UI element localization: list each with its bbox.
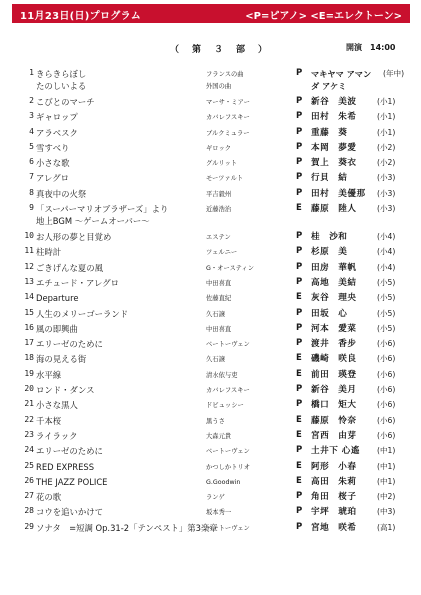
program-row xyxy=(0,94,421,109)
composer xyxy=(206,431,288,443)
piece-title-line: 地上BGM ～ゲームオーバー～ xyxy=(36,216,150,227)
grade-label: (小5) xyxy=(377,293,396,303)
piece-title xyxy=(36,292,204,304)
header-banner xyxy=(12,4,410,23)
instrument-code: P xyxy=(296,68,303,78)
performer-name: 田村 美優那 xyxy=(311,188,366,199)
program-row xyxy=(0,336,421,351)
composer-line: かつしかトリオ xyxy=(206,463,251,471)
instrument-code: P xyxy=(296,111,303,122)
composer-line: カバレフスキー xyxy=(206,387,250,395)
piece-title-line: 水平線 xyxy=(36,369,62,380)
composer-line: 中田喜直 xyxy=(206,325,232,333)
grade-label: (小4) xyxy=(377,262,396,272)
program-row xyxy=(0,306,421,321)
composer-line: 平吉毅州 xyxy=(206,190,232,198)
grade-label: (小4) xyxy=(377,232,396,242)
piece-title xyxy=(36,308,204,320)
program-row xyxy=(0,260,421,275)
performer-name: 高田 朱莉 xyxy=(311,476,357,487)
program-row xyxy=(0,459,421,474)
piece-title-line: RED EXPRESS xyxy=(36,461,95,472)
piece-title xyxy=(36,246,204,258)
piece-title-line: 雪すべり xyxy=(36,142,70,153)
composer-line: 外国の曲 xyxy=(206,83,232,90)
program-number: 9 xyxy=(29,203,34,213)
program-row xyxy=(0,443,421,458)
program-row xyxy=(0,489,421,504)
program-number: 10 xyxy=(24,231,34,241)
piece-title xyxy=(36,522,218,534)
composer-line: 久石譲 xyxy=(206,310,225,318)
instrument-code: P xyxy=(296,338,303,349)
composer xyxy=(206,523,288,535)
program-row xyxy=(0,109,421,124)
composer-line: ギロック xyxy=(206,144,232,152)
performer-name: 宮地 咲希 xyxy=(311,522,357,533)
performer-name: 磯崎 咲良 xyxy=(311,354,357,365)
grade-label: (小1) xyxy=(377,112,396,122)
piece-title xyxy=(36,231,204,243)
piece-title xyxy=(36,188,204,200)
composer-line: ベートーヴェン xyxy=(206,448,250,456)
performer-name: 阿形 小春 xyxy=(311,461,357,472)
section-title: （ 第 ３ 部 ） xyxy=(170,45,270,55)
grade-label: (小5) xyxy=(377,277,396,287)
composer-line: ブルクミュラー xyxy=(206,129,250,137)
piece-title-line: 海の見える街 xyxy=(36,354,87,365)
composer-line: カバレフスキー xyxy=(206,114,250,122)
program-number: 12 xyxy=(24,261,34,271)
piece-title xyxy=(36,262,204,274)
grade-label: (小6) xyxy=(377,354,396,364)
instrument-code: P xyxy=(296,521,303,532)
program-number: 23 xyxy=(24,429,34,439)
program-number: 11 xyxy=(24,246,34,256)
performer-name: 行貝 結 xyxy=(311,173,348,184)
piece-title-line: 小さな歌 xyxy=(36,158,70,169)
instrument-code: E xyxy=(296,203,302,214)
opening-time: 開演 14:00 xyxy=(346,43,396,52)
program-row xyxy=(0,351,421,366)
grade-label: (年中) xyxy=(383,69,405,78)
program-number: 29 xyxy=(24,521,34,531)
program-list xyxy=(0,66,421,535)
composer-line: 坂本秀一 xyxy=(206,509,232,517)
performer-name: 杉原 美 xyxy=(311,247,348,258)
piece-title xyxy=(36,157,204,169)
performer-name: 河本 愛菜 xyxy=(311,323,357,334)
piece-title xyxy=(36,338,204,350)
instrument-code: P xyxy=(296,384,303,395)
performer-name: 田坂 心 xyxy=(311,308,348,319)
piece-title xyxy=(36,68,204,92)
piece-title xyxy=(36,476,204,488)
composer-line: 大森元貴 xyxy=(206,432,232,440)
program-row xyxy=(0,275,421,290)
composer xyxy=(206,507,288,519)
piece-title xyxy=(36,415,204,427)
piece-title-line: アレグロ xyxy=(36,173,69,184)
instrument-code: P xyxy=(296,231,303,242)
composer xyxy=(206,97,288,109)
performer-name: 田房 華帆 xyxy=(311,262,357,273)
grade-label: (小2) xyxy=(377,158,396,168)
composer xyxy=(206,324,288,336)
instrument-code: E xyxy=(296,353,302,364)
program-row xyxy=(0,125,421,140)
composer xyxy=(206,370,288,382)
instrument-code: P xyxy=(296,276,303,287)
piece-title xyxy=(36,203,204,227)
grade-label: (小6) xyxy=(377,385,396,395)
program-date-title: 11月23日(日)プログラム xyxy=(20,11,142,22)
composer-line: エステン xyxy=(206,234,231,242)
instrument-code: P xyxy=(296,96,303,106)
composer xyxy=(206,263,288,275)
performer-name: 宇坪 琥珀 xyxy=(311,507,357,518)
composer xyxy=(206,492,288,504)
program-number: 28 xyxy=(24,506,34,516)
composer xyxy=(206,189,288,201)
piece-title xyxy=(36,430,204,442)
performer-name: 本岡 夢愛 xyxy=(311,142,357,153)
performer-name: 宮西 由芽 xyxy=(311,430,357,441)
composer xyxy=(206,416,288,428)
grade-label: (小5) xyxy=(377,308,396,318)
composer xyxy=(206,128,288,140)
program-number: 3 xyxy=(29,111,34,121)
piece-title xyxy=(36,323,204,335)
grade-label: (小4) xyxy=(377,247,396,257)
piece-title-line: ソナタ =短調 Op.31-2「テンペスト」第3楽章 xyxy=(36,522,218,533)
program-number: 2 xyxy=(29,96,34,105)
piece-title-line: 小さな黒人 xyxy=(36,400,78,411)
piece-title xyxy=(36,445,204,457)
composer xyxy=(206,278,288,290)
program-number: 24 xyxy=(24,445,34,455)
instrument-code: P xyxy=(296,126,303,137)
piece-title xyxy=(36,172,204,184)
piece-title xyxy=(36,111,204,123)
performer-name: 賀上 葵衣 xyxy=(311,158,357,169)
grade-label: (小6) xyxy=(377,400,396,410)
grade-label: (中2) xyxy=(377,492,396,502)
program-number: 15 xyxy=(24,307,34,317)
composer-line: ランゲ xyxy=(206,494,225,502)
piece-title-line: THE JAZZ POLICE xyxy=(36,476,108,487)
piece-title-line: Departure xyxy=(36,293,79,304)
composer xyxy=(206,462,288,474)
performer-name: 田村 朱希 xyxy=(311,112,357,123)
piece-title xyxy=(36,491,204,503)
piece-title xyxy=(36,384,204,396)
piece-title-line: 真夜中の火祭 xyxy=(36,188,87,199)
instrument-code: E xyxy=(296,292,302,303)
piece-title xyxy=(36,142,204,154)
program-row xyxy=(0,504,421,519)
piece-title-line: ロンド・ダンス xyxy=(36,385,95,396)
program-number: 16 xyxy=(24,322,34,332)
performer-name: 藤原 陸人 xyxy=(311,204,357,215)
grade-label: (中1) xyxy=(377,461,396,471)
grade-label: (小2) xyxy=(377,142,396,152)
piece-title-line: コウを追いかけて xyxy=(36,507,103,518)
composer xyxy=(206,232,288,244)
grade-label: (中3) xyxy=(377,507,396,517)
composer xyxy=(206,354,288,366)
piece-title xyxy=(36,127,204,139)
instrument-code: E xyxy=(296,429,302,440)
program-row xyxy=(0,428,421,443)
composer-line: G・オースティン xyxy=(206,264,255,272)
composer xyxy=(206,69,288,93)
instrument-code: E xyxy=(296,475,302,486)
piece-title-line: 柱時計 xyxy=(36,247,62,258)
composer-line: グルリット xyxy=(206,160,238,168)
grade-label: (小5) xyxy=(377,323,396,333)
program-row xyxy=(0,397,421,412)
piece-title-line: お人形の夢と目覚め xyxy=(36,232,112,243)
composer xyxy=(206,204,288,216)
program-number: 1 xyxy=(29,68,34,77)
piece-title xyxy=(36,277,204,289)
grade-label: (中1) xyxy=(377,476,396,486)
performer-name: 灰谷 理央 xyxy=(311,293,357,304)
composer xyxy=(206,293,288,305)
composer-line: 清水依与吏 xyxy=(206,371,238,379)
instrument-code: P xyxy=(296,445,303,456)
instrument-code: P xyxy=(296,261,303,272)
program-row xyxy=(0,186,421,201)
composer-line: モーツァルト xyxy=(206,175,244,183)
grade-label: (小6) xyxy=(377,339,396,349)
piece-title-line: ギャロップ xyxy=(36,112,78,123)
piece-title xyxy=(36,399,204,411)
piece-title xyxy=(36,461,204,473)
piece-title-line: ごきげんな夏の風 xyxy=(36,262,103,273)
program-number: 21 xyxy=(24,399,34,409)
composer-line: 近藤浩治 xyxy=(206,206,232,214)
piece-title-line: こびとのマーチ xyxy=(36,97,95,107)
performer-name: 前田 瑛登 xyxy=(311,369,357,380)
program-row xyxy=(0,321,421,336)
piece-title-line: 人生のメリーゴーランド xyxy=(36,308,129,319)
grade-label: (小6) xyxy=(377,369,396,379)
grade-label: (高1) xyxy=(377,522,396,532)
piece-title xyxy=(36,506,204,518)
instrument-code: P xyxy=(296,506,303,517)
grade-label: (小6) xyxy=(377,430,396,440)
composer-line: 久石譲 xyxy=(206,356,225,364)
program-number: 6 xyxy=(29,157,34,167)
program-row xyxy=(0,140,421,155)
composer-line: 黒うさ xyxy=(206,417,225,425)
program-row xyxy=(0,170,421,185)
piece-title-line: 風の即興曲 xyxy=(36,323,78,334)
grade-label: (小3) xyxy=(377,204,396,214)
composer-line: ドビュッシー xyxy=(206,402,244,410)
composer xyxy=(206,477,288,489)
program-number: 27 xyxy=(24,491,34,501)
composer-line: ベートーヴェン xyxy=(206,341,250,349)
grade-label: (小3) xyxy=(377,173,396,183)
performer-name: 新谷 美波 xyxy=(311,97,357,107)
piece-title-line: ライラック xyxy=(36,430,78,441)
program-row xyxy=(0,155,421,170)
instrument-code: P xyxy=(296,322,303,333)
piece-title-line: エリーゼのために xyxy=(36,339,103,350)
piece-title-line: アラベスク xyxy=(36,127,78,138)
instrument-code: P xyxy=(296,187,303,198)
program-number: 4 xyxy=(29,126,34,136)
grade-label: (小1) xyxy=(377,127,396,137)
piece-title-line: 花の歌 xyxy=(36,492,62,503)
composer xyxy=(206,112,288,124)
performer-name: 重藤 葵 xyxy=(311,127,348,138)
instrument-code: E xyxy=(296,414,302,425)
program-number: 14 xyxy=(24,292,34,302)
program-row xyxy=(0,474,421,489)
instrument-code: P xyxy=(296,172,303,183)
composer-line: 佐藤直紀 xyxy=(206,295,232,303)
instrument-legend: <P=ピアノ> <E=エレクトーン> xyxy=(245,11,402,22)
instrument-code: P xyxy=(296,491,303,502)
program-row xyxy=(0,290,421,305)
composer xyxy=(206,143,288,155)
instrument-code: P xyxy=(296,157,303,168)
performer-name: 角田 桜子 xyxy=(311,492,357,503)
composer xyxy=(206,385,288,397)
piece-title-line: きらきらぼし xyxy=(36,69,87,79)
program-number: 26 xyxy=(24,475,34,485)
program-row xyxy=(0,367,421,382)
piece-title-line: 「スーパーマリオブラザーズ」より xyxy=(36,204,169,215)
performer-name: 桂 沙和 xyxy=(311,232,348,243)
performer-name: マキヤマ アマンダ アケミ xyxy=(311,69,372,91)
composer-line: ベートーヴェン xyxy=(206,524,250,532)
program-number: 20 xyxy=(24,384,34,394)
composer-line: フランスの曲 xyxy=(206,71,244,78)
program-number: 17 xyxy=(24,338,34,348)
instrument-code: P xyxy=(296,246,303,257)
composer-line: ツェルニー xyxy=(206,249,238,257)
composer xyxy=(206,173,288,185)
piece-title xyxy=(36,96,204,108)
performer-name: 渡井 香步 xyxy=(311,339,357,350)
piece-title-line: 千本桜 xyxy=(36,415,62,426)
program-row xyxy=(0,382,421,397)
performer-name: 新谷 美月 xyxy=(311,385,357,396)
program-number: 8 xyxy=(29,187,34,197)
program-row xyxy=(0,66,421,94)
performer-name: 土井下 心遙 xyxy=(311,446,360,457)
piece-title-line: エリーゼのために xyxy=(36,446,103,457)
program-number: 5 xyxy=(29,141,34,151)
program-row xyxy=(0,244,421,259)
performer-name: 橋口 矩大 xyxy=(311,400,357,411)
program-number: 25 xyxy=(24,460,34,470)
composer xyxy=(206,446,288,458)
program-row xyxy=(0,201,421,229)
program-number: 22 xyxy=(24,414,34,424)
grade-label: (小1) xyxy=(377,97,396,106)
grade-label: (小3) xyxy=(377,188,396,198)
composer xyxy=(206,158,288,170)
composer xyxy=(206,339,288,351)
program-row xyxy=(0,520,421,535)
composer xyxy=(206,400,288,412)
performer-name: 藤原 怜奈 xyxy=(311,415,357,426)
piece-title-line: たのしいよる xyxy=(36,81,87,91)
piece-title-line: エチュード・アレグロ xyxy=(36,277,119,288)
piece-title xyxy=(36,369,204,381)
piece-title xyxy=(36,353,204,365)
composer-line: マーサ・ミアー xyxy=(206,99,250,106)
composer xyxy=(206,309,288,321)
instrument-code: P xyxy=(296,399,303,410)
instrument-code: P xyxy=(296,141,303,152)
grade-label: (中1) xyxy=(377,446,396,456)
program-number: 18 xyxy=(24,353,34,363)
program-number: 19 xyxy=(24,368,34,378)
composer-line: G.Goodwin xyxy=(206,478,241,486)
program-number: 7 xyxy=(29,172,34,182)
grade-label: (小6) xyxy=(377,415,396,425)
instrument-code: E xyxy=(296,460,302,471)
performer-name: 高地 美結 xyxy=(311,277,357,288)
program-row xyxy=(0,229,421,244)
instrument-code: P xyxy=(296,307,303,318)
composer-line: 中田喜直 xyxy=(206,279,232,287)
instrument-code: E xyxy=(296,368,302,379)
composer xyxy=(206,247,288,259)
program-number: 13 xyxy=(24,276,34,286)
program-row xyxy=(0,413,421,428)
